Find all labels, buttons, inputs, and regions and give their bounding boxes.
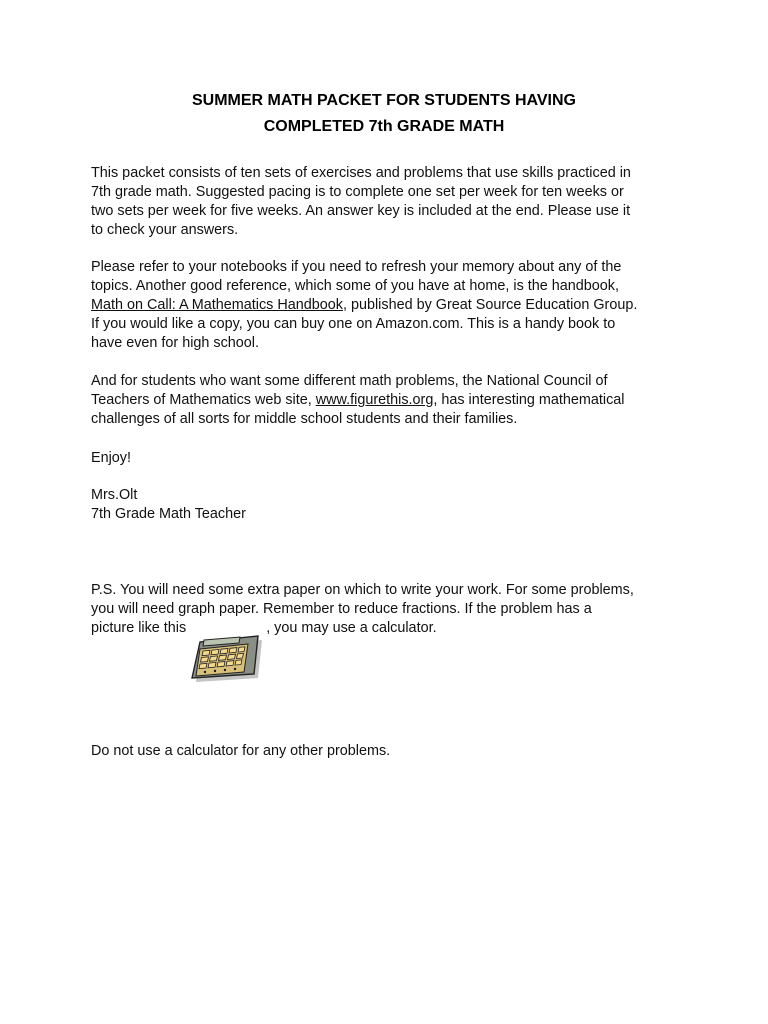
website-line-2-end: , has interesting mathematical	[433, 392, 625, 408]
calculator-icon	[188, 632, 264, 684]
page-title-line-1: SUMMER MATH PACKET FOR STUDENTS HAVING	[192, 92, 576, 109]
postscript-line-3	[91, 619, 691, 638]
website-line-2-start: Teachers of Mathematics web site,	[91, 392, 316, 408]
intro-paragraph	[91, 164, 691, 240]
signature-name: Mrs.Olt	[91, 487, 138, 503]
postscript-line-3-end: , you may use a calculator.	[266, 620, 437, 636]
website-link[interactable]: www.figurethis.org	[315, 392, 434, 408]
reference-line-3-rest: , published by Great Source Education Group.	[342, 297, 638, 313]
postscript-line-3-start: picture like this	[91, 620, 187, 636]
signature-role: 7th Grade Math Teacher	[91, 506, 246, 522]
postscript-line-2: you will need graph paper. Remember to reduce fractions. If the problem has a	[91, 601, 592, 617]
website-line-2	[91, 391, 691, 410]
reference-line-5: have even for high school.	[91, 335, 260, 351]
reference-line-4: If you would like a copy, you can buy one on Amazon.com. This is a handy book to	[91, 316, 616, 332]
reference-line-3	[91, 296, 691, 315]
intro-line-3: two sets per week for five weeks. An answer key is included at the end. Please use it	[91, 203, 631, 219]
signature-block	[91, 486, 691, 524]
intro-line-4: to check your answers.	[91, 222, 239, 238]
closing-text: Enjoy!	[91, 450, 131, 466]
intro-line-2: 7th grade math. Suggested pacing is to complete one set per week for ten weeks or	[91, 184, 624, 200]
final-note: Do not use a calculator for any other problems.	[91, 743, 391, 759]
postscript-line-1: P.S. You will need some extra paper on which to write your work. For some problems,	[91, 582, 634, 598]
reference-paragraph	[91, 258, 691, 353]
postscript-paragraph	[91, 581, 691, 638]
handbook-title: Math on Call: A Mathematics Handbook	[91, 297, 343, 313]
intro-line-1: This packet consists of ten sets of exercises and problems that use skills practiced in	[91, 165, 631, 181]
reference-line-1: Please refer to your notebooks if you need to refresh your memory about any of the	[91, 259, 622, 275]
page-title-line-2: COMPLETED 7th GRADE MATH	[263, 118, 505, 135]
website-line-3: challenges of all sorts for middle school students and their families.	[91, 411, 518, 427]
website-line-1: And for students who want some different math problems, the National Council of	[91, 373, 608, 389]
website-paragraph	[91, 372, 691, 429]
reference-line-2: topics. Another good reference, which some of you have at home, is the handbook,	[91, 278, 619, 294]
